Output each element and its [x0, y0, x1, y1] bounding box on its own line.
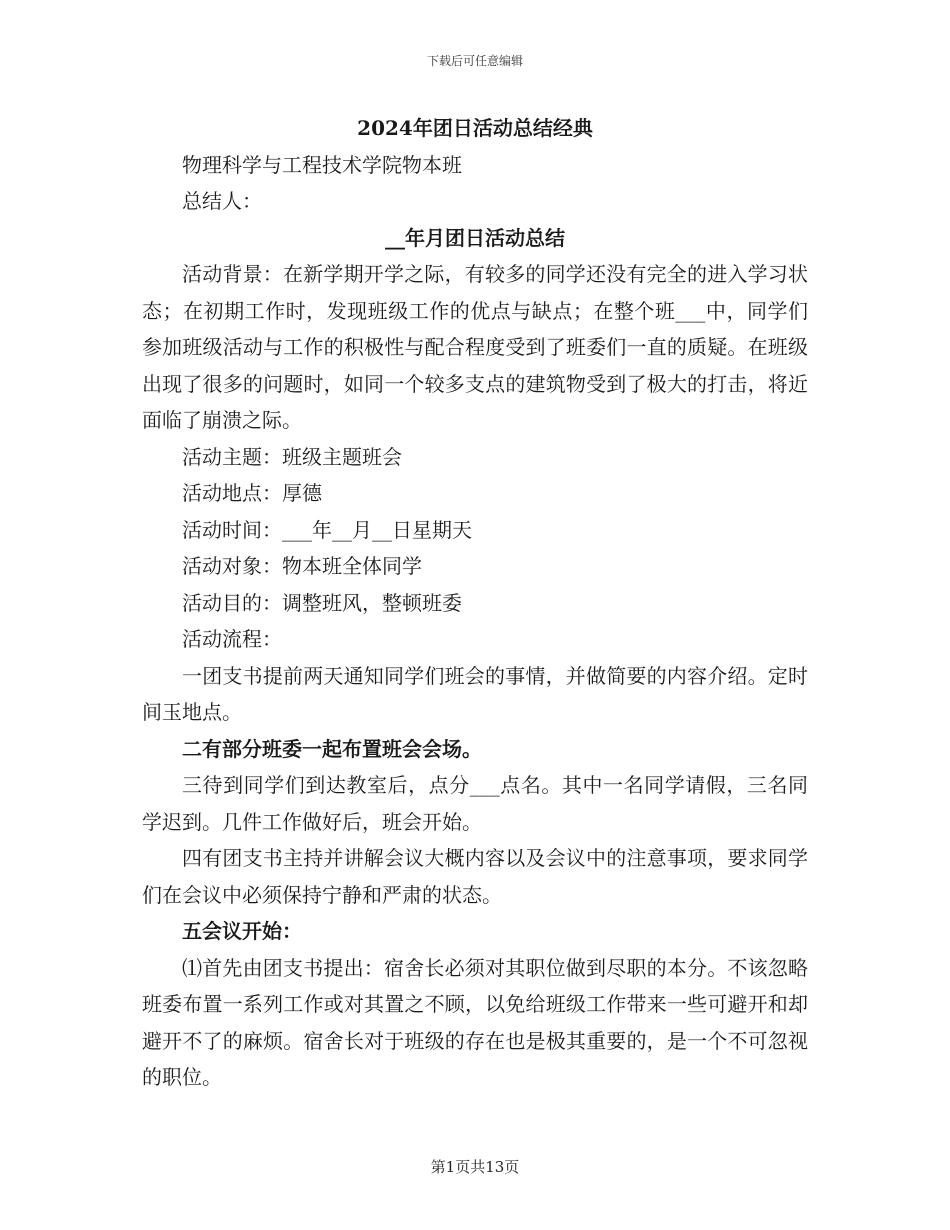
background-paragraph: 活动背景：在新学期开学之际，有较多的同学还没有完全的进入学习状态；在初期工作时，发现班级工作的优点与缺点；在整个班___中，同学们参加班级活动与工作的积极性与配合程度受到了班委们一直的质疑。在班级出现了很多的问题时，如同一个较多支点的建筑物受到了极大的打击，将近面临了崩溃之际。 — [142, 262, 808, 432]
step-1: 一团支书提前两天通知同学们班会的事情，并做简要的内容介绍。定时间玉地点。 — [142, 663, 808, 724]
purpose-line: 活动目的：调整班风，整顿班委 — [182, 590, 462, 615]
step-3: 三待到同学们到达教室后，点分___点名。其中一名同学请假，三名同学迟到。几件工作做好后，班会开始。 — [142, 773, 808, 834]
department-line: 物理科学与工程技术学院物本班 — [182, 152, 462, 177]
process-line: 活动流程： — [182, 627, 282, 651]
theme-line: 活动主题：班级主题班会 — [182, 444, 402, 469]
audience-line: 活动对象：物本班全体同学 — [182, 554, 422, 578]
step-2: 二有部分班委一起布置班会会场。 — [182, 736, 482, 761]
step-5: 五会议开始： — [182, 919, 302, 943]
author-line: 总结人： — [182, 189, 262, 213]
page-footer: 第1页共13页 — [430, 1158, 520, 1176]
document-body — [142, 110, 808, 1096]
header-note: 下载后可任意编辑 — [426, 54, 523, 68]
section-subtitle: __年月团日活动总结 — [385, 225, 565, 250]
document-title: 2024年团日活动总结经典 — [357, 116, 593, 140]
item-1: ⑴首先由团支书提出：宿舍长必须对其职位做到尽职的本分。不该忽略班委布置一系列工作或对其置之不顾，以免给班级工作带来一些可避开和却避开不了的麻烦。宿舍长对于班级的存在也是极其重要的，是一个不可忽视的职位。 — [142, 955, 808, 1089]
location-line: 活动地点：厚德 — [182, 481, 322, 505]
time-line: 活动时间：___年__月__日星期天 — [182, 517, 472, 542]
step-4: 四有团支书主持并讲解会议大概内容以及会议中的注意事项，要求同学们在会议中必须保持宁静和严肃的状态。 — [142, 846, 808, 907]
